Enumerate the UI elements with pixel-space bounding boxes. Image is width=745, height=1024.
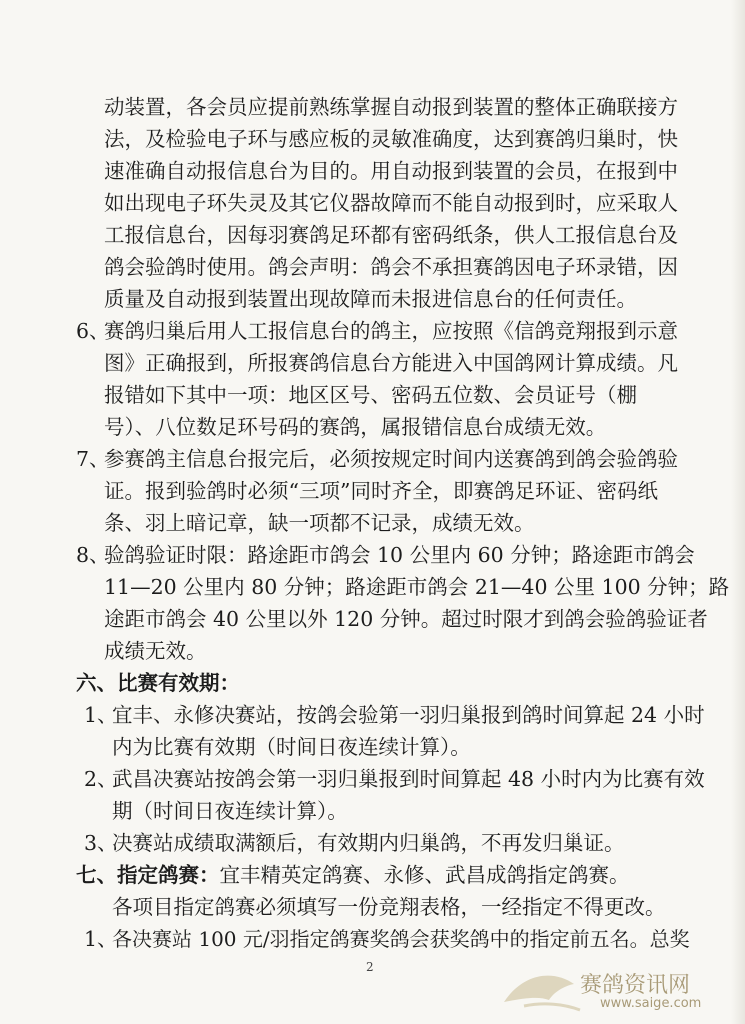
paragraph-line: 期（时间日夜连续计算）。 — [112, 799, 348, 823]
item-number: 1、 — [84, 927, 118, 951]
paragraph-line: 验鸽验证时限：路途距市鸽会 10 公里内 60 分钟；路途距市鸽会 — [104, 543, 695, 567]
paragraph-line: 赛鸽归巢后用人工报信息台的鸽主，应按照《信鸽竞翔报到示意 — [104, 319, 678, 343]
paragraph-line: 证。报到验鸽时必须“三项”同时齐全，即赛鸽足环证、密码纸 — [104, 479, 658, 503]
paragraph-line: 如出现电子环失灵及其它仪器故障而不能自动报到时，应采取人 — [104, 191, 678, 215]
watermark-url: www.saige.com — [600, 996, 702, 1011]
item-number: 7、 — [76, 447, 110, 471]
item-number: 1、 — [84, 703, 118, 727]
paragraph-line: 成绩无效。 — [104, 639, 207, 663]
item-number: 2、 — [84, 767, 118, 791]
paragraph-line: 图》正确报到，所报赛鸽信息台方能进入中国鸽网计算成绩。凡 — [104, 351, 678, 375]
paragraph-line: 工报信息台，因每羽赛鸽足环都有密码纸条，供人工报信息台及 — [104, 223, 678, 247]
paragraph-line: 质量及自动报到装置出现故障而未报进信息台的任何责任。 — [104, 287, 637, 311]
item-number: 3、 — [84, 831, 118, 855]
paragraph-line: 报错如下其中一项：地区区号、密码五位数、会员证号（棚 — [104, 383, 637, 407]
page-number: 2 — [366, 960, 374, 974]
item-number: 8、 — [76, 543, 110, 567]
paragraph-line: 武昌决赛站按鸽会第一羽归巢报到时间算起 48 小时内为比赛有效 — [112, 767, 705, 791]
paragraph-line: 鸽会验鸽时使用。鸽会声明：鸽会不承担赛鸽因电子环录错，因 — [104, 255, 678, 279]
item-number: 6、 — [76, 319, 110, 343]
paragraph-line: 号）、八位数足环号码的赛鸽，属报错信息台成绩无效。 — [104, 415, 607, 439]
paragraph-line: 内为比赛有效期（时间日夜连续计算）。 — [112, 735, 471, 759]
watermark-text: 赛鸽资讯网 — [580, 973, 691, 998]
section-heading-rest: 宜丰精英定鸽赛、永修、武昌成鸽指定鸽赛。 — [219, 863, 630, 887]
section-heading: 七、指定鸽赛： — [76, 863, 220, 887]
paragraph-line: 各决赛站 100 元/羽指定鸽赛奖鸽会获奖鸽中的指定前五名。总奖 — [112, 927, 690, 951]
section-heading: 六、比赛有效期： — [76, 671, 240, 695]
page-edge-shadow — [731, 0, 745, 1024]
paragraph-line: 宜丰、永修决赛站，按鸽会验第一羽归巢报到鸽时间算起 24 小时 — [112, 703, 705, 727]
section-heading-row — [76, 862, 630, 888]
section-note: 各项目指定鸽赛必须填写一份竞翔表格，一经指定不得更改。 — [112, 895, 666, 919]
paragraph-line: 动装置，各会员应提前熟练掌握自动报到装置的整体正确联接方 — [104, 95, 678, 119]
paragraph-line: 参赛鸽主信息台报完后，必须按规定时间内送赛鸽到鸽会验鸽验 — [104, 447, 678, 471]
paragraph-line: 途距市鸽会 40 公里以外 120 分钟。超过时限才到鸽会验鸽验证者 — [104, 607, 708, 631]
paragraph-line: 法，及检验电子环与感应板的灵敏准确度，达到赛鸽归巢时，快 — [104, 127, 678, 151]
paragraph-line: 条、羽上暗记章，缺一项都不记录，成绩无效。 — [104, 511, 535, 535]
paragraph-line: 11—20 公里内 80 分钟；路途距市鸽会 21—40 公里 100 分钟；路 — [104, 575, 730, 599]
paragraph-line: 速准确自动报信息台为目的。用自动报到装置的会员，在报到中 — [104, 159, 678, 183]
paragraph-line: 决赛站成绩取满额后，有效期内归巢鸽，不再发归巢证。 — [112, 831, 625, 855]
